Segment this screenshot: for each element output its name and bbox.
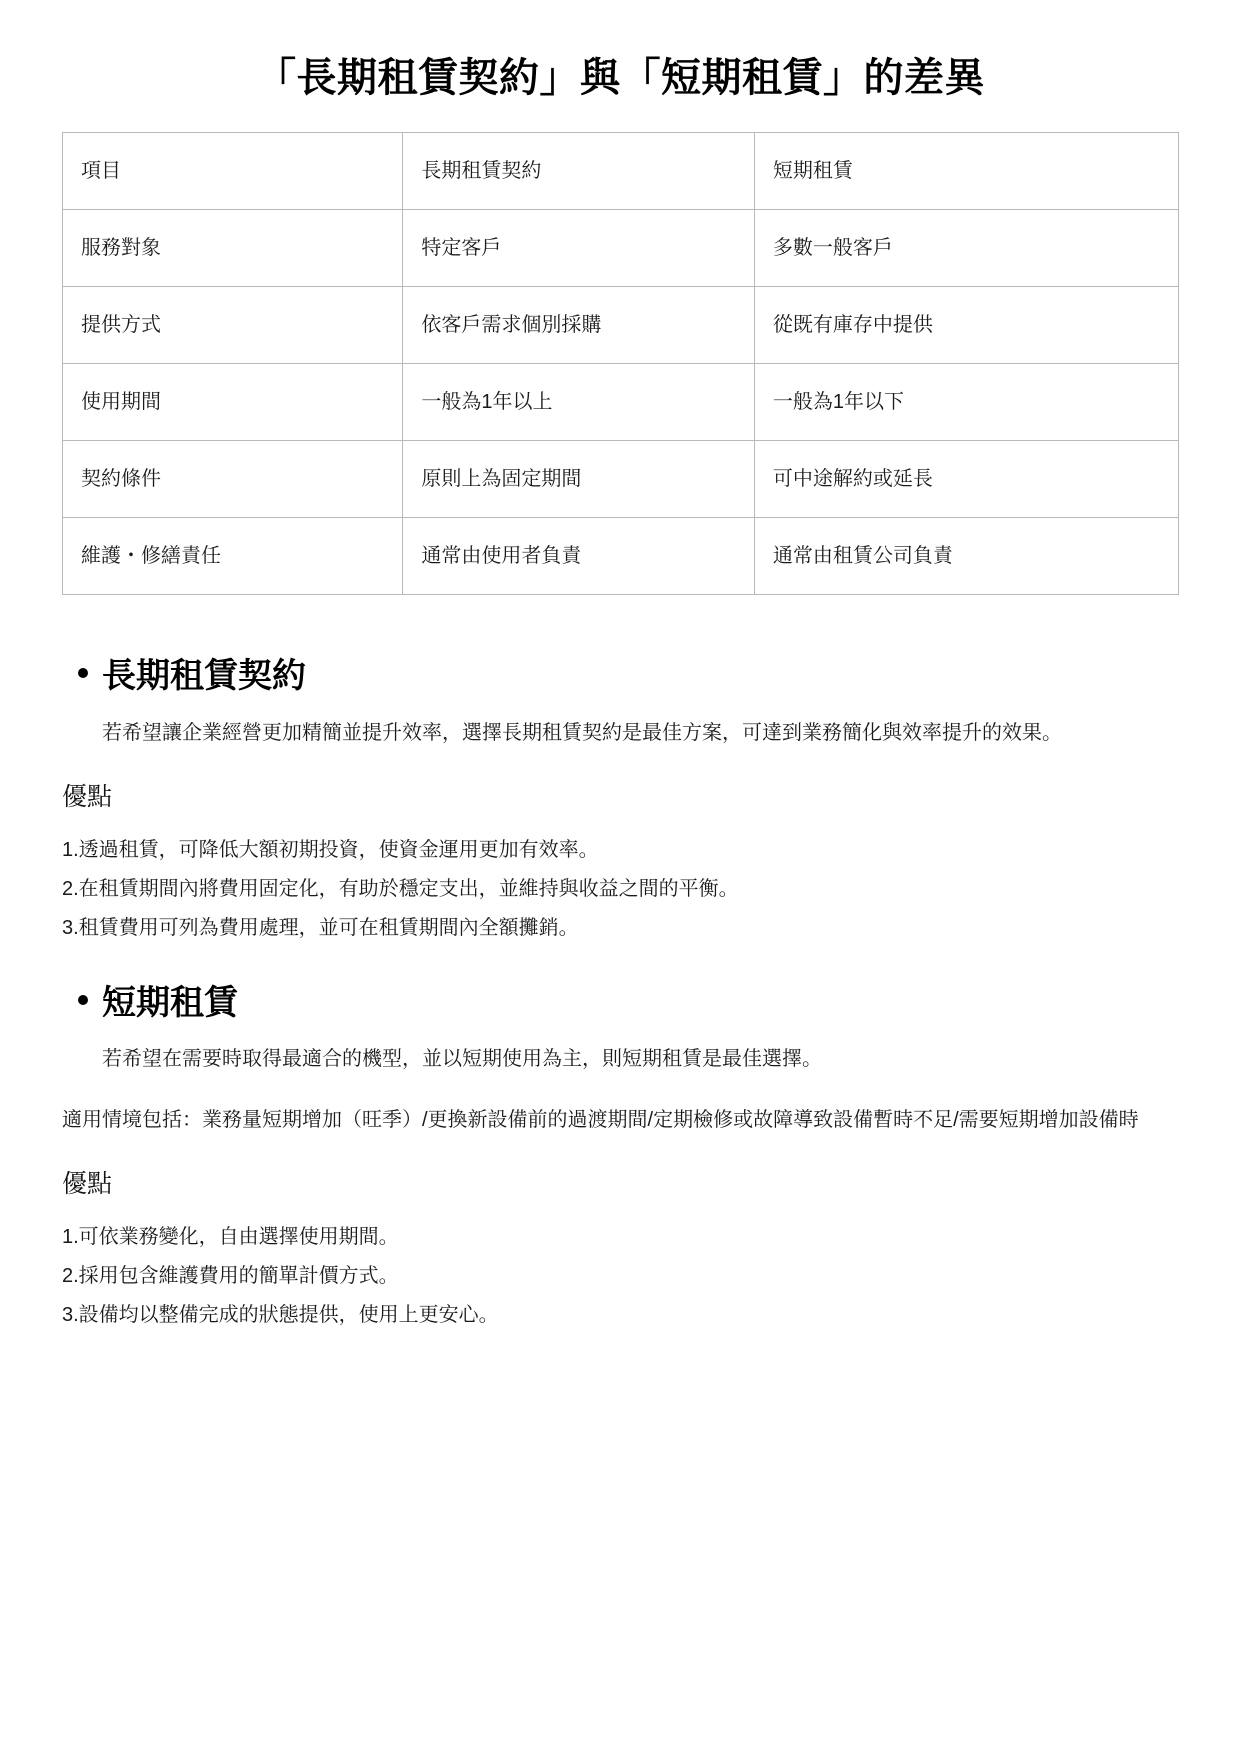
list-item: 2.採用包含維護費用的簡單計價方式。 xyxy=(62,1265,399,1287)
table-cell: 一般為1年以下 xyxy=(754,364,1178,441)
table-cell: 契約條件 xyxy=(63,441,403,518)
table-cell: 短期租賃 xyxy=(754,133,1178,210)
merits-subheading: 優點 xyxy=(62,782,113,811)
list-item: 1.透過租賃，可降低大額初期投資，使資金運用更加有效率。 xyxy=(62,838,599,861)
table-cell: 多數一般客戶 xyxy=(754,210,1178,287)
list-item: 1.可依業務變化，自由選擇使用期間。 xyxy=(62,1226,399,1248)
section-short-term-lease xyxy=(62,982,1179,1336)
merits-subheading: 優點 xyxy=(62,1170,113,1198)
table-row xyxy=(63,210,1179,287)
table-cell: 提供方式 xyxy=(63,287,403,364)
section-heading-label: 長期租賃契約 xyxy=(102,657,306,695)
table-cell: 從既有庫存中提供 xyxy=(754,287,1178,364)
section-heading xyxy=(78,655,1179,698)
table-cell: 長期租賃契約 xyxy=(403,133,755,210)
table-cell: 項目 xyxy=(63,133,403,210)
page-title: 「長期租賃契約」與「短期租賃」的差異 xyxy=(256,56,985,100)
table-cell: 可中途解約或延長 xyxy=(754,441,1178,518)
table-cell: 原則上為固定期間 xyxy=(403,441,755,518)
section-intro-text: 若希望在需要時取得最適合的機型，並以短期使用為主，則短期租賃是最佳選擇。 xyxy=(102,1048,822,1070)
table-row xyxy=(63,364,1179,441)
list-item: 3.租賃費用可列為費用處理，並可在租賃期間內全額攤銷。 xyxy=(62,916,579,939)
table-cell: 維護・修繕責任 xyxy=(63,518,403,595)
table-cell: 通常由租賃公司負責 xyxy=(754,518,1178,595)
list-item: 2.在租賃期間內將費用固定化，有助於穩定支出，並維持與收益之間的平衡。 xyxy=(62,877,739,900)
list-item: 3.設備均以整備完成的狀態提供，使用上更安心。 xyxy=(62,1304,499,1326)
section-heading-label: 短期租賃 xyxy=(102,983,238,1022)
table-cell: 特定客戶 xyxy=(403,210,755,287)
section-heading xyxy=(78,982,1179,1025)
table-cell: 通常由使用者負責 xyxy=(403,518,755,595)
table-cell: 服務對象 xyxy=(63,210,403,287)
table-cell: 使用期間 xyxy=(63,364,403,441)
table-row xyxy=(63,287,1179,364)
merits-list xyxy=(62,1218,1179,1335)
table-row xyxy=(63,518,1179,595)
table-row xyxy=(63,133,1179,210)
section-scenarios-text: 適用情境包括：業務量短期增加（旺季）/更換新設備前的過渡期間/定期檢修或故障導致設備暫時不足/需要短期增加設備時 xyxy=(62,1109,1139,1131)
table-cell: 一般為1年以上 xyxy=(403,364,755,441)
section-intro-text: 若希望讓企業經營更加精簡並提升效率，選擇長期租賃契約是最佳方案，可達到業務簡化與效率提升的效果。 xyxy=(102,721,1062,744)
merits-list xyxy=(62,831,1179,948)
bullet-dot-icon xyxy=(78,995,88,1005)
comparison-table xyxy=(62,132,1179,595)
bullet-dot-icon xyxy=(78,668,88,678)
table-row xyxy=(63,441,1179,518)
table-cell: 依客戶需求個別採購 xyxy=(403,287,755,364)
section-long-term-lease xyxy=(62,655,1179,948)
